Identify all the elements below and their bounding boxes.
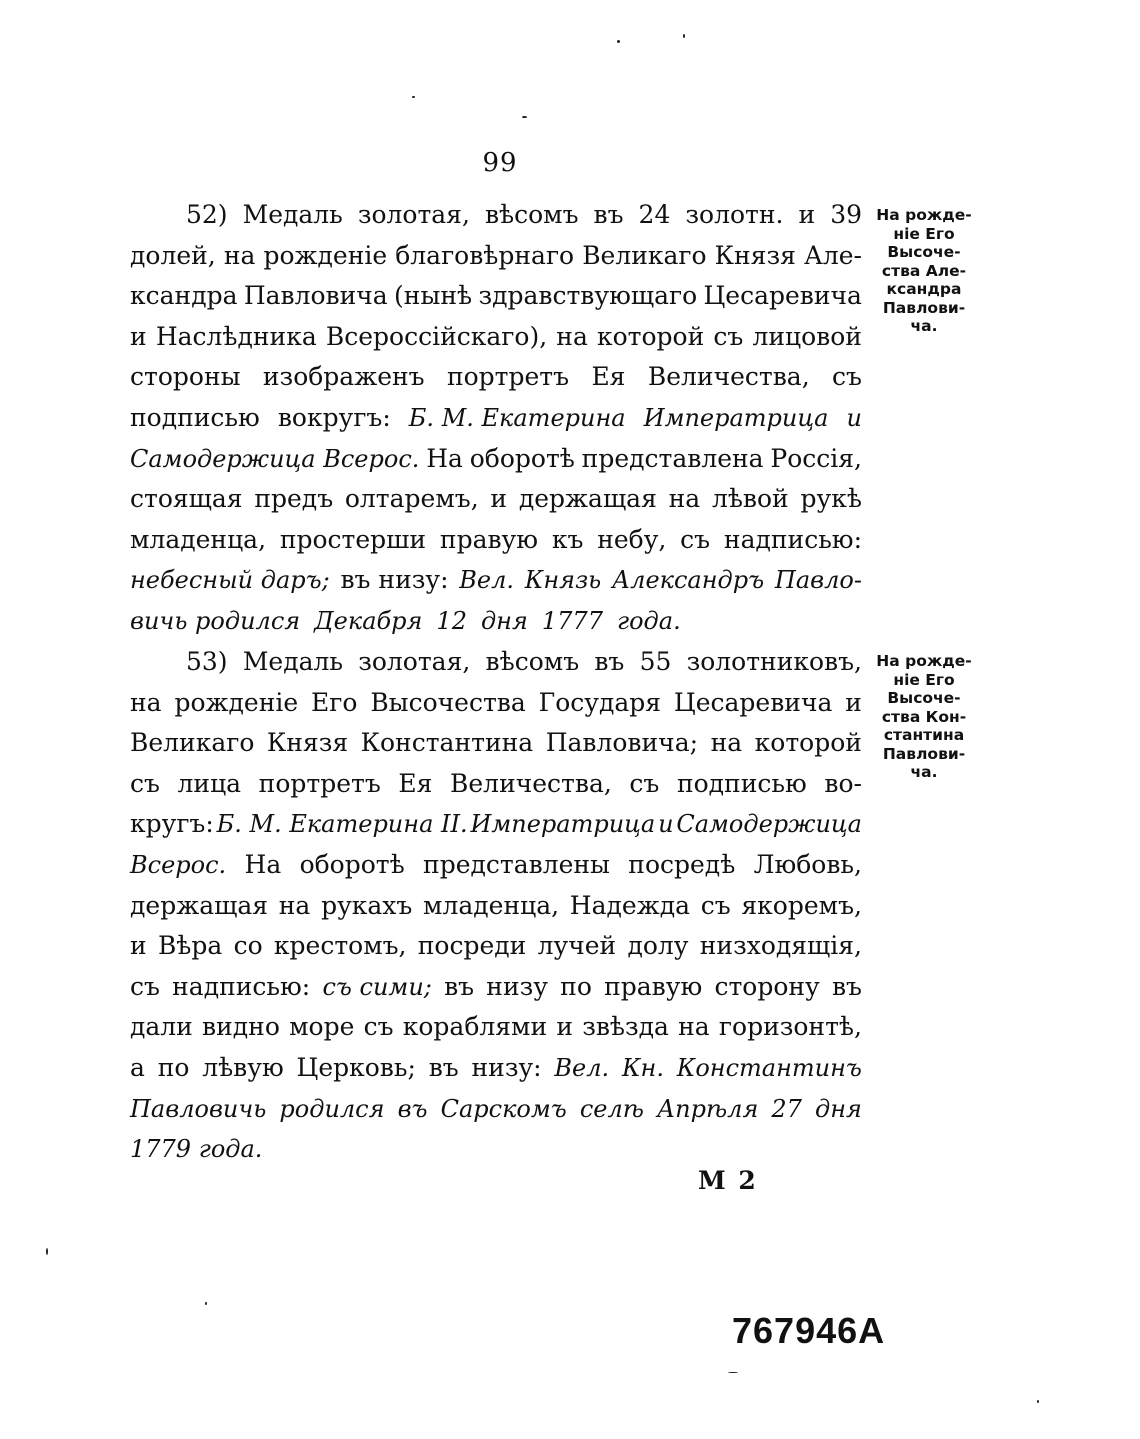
word: правую — [439, 524, 539, 554]
margin-note-line: ства Кон- — [881, 707, 967, 726]
text-line — [130, 1007, 862, 1048]
word: къ — [551, 524, 584, 554]
word: съ — [832, 362, 862, 392]
word: Князя — [266, 728, 349, 758]
scan-speck — [728, 1372, 738, 1373]
word: Всероссійскаго), — [325, 321, 548, 351]
word: олтаремъ, — [344, 484, 479, 514]
word: Павловича — [243, 281, 388, 311]
margin-note-line: Павлови- — [882, 744, 966, 763]
word: надписью: — [723, 524, 862, 554]
word: которой — [597, 321, 705, 351]
word: представлены — [423, 849, 610, 879]
word: крестомъ, — [273, 931, 407, 961]
word: и — [798, 200, 816, 229]
inscription-text: небесный даръ; — [130, 566, 330, 595]
inscription-text: Императрица — [643, 403, 829, 432]
word: Ея — [398, 768, 433, 798]
word: держащая — [130, 890, 269, 920]
word: портретъ — [446, 362, 570, 392]
word: на — [223, 240, 256, 270]
inscription-text: Павло- — [774, 566, 862, 595]
text-line — [130, 276, 862, 317]
margin-note-line: Павлови- — [882, 298, 966, 317]
inscription-text: Б. М. Екатерина II. — [216, 810, 468, 839]
word: Церковь; — [296, 1052, 416, 1082]
word: въ — [831, 971, 862, 1001]
inscription-text: года. — [616, 606, 681, 635]
word: въ — [594, 647, 625, 676]
margin-note-line: ства Але- — [881, 261, 967, 280]
word: 24 — [638, 200, 671, 229]
word: кругъ: — [130, 809, 214, 839]
word: въ — [444, 971, 475, 1001]
word: Медаль — [242, 647, 343, 676]
word: представлена — [581, 443, 764, 473]
text-line — [130, 560, 862, 601]
word: со — [233, 931, 263, 961]
margin-note-line: стантина — [883, 726, 965, 744]
word: стороны — [130, 362, 241, 392]
inscription-text: Александръ — [612, 566, 765, 595]
word: Ея — [591, 362, 626, 392]
text-line — [130, 236, 862, 277]
text-line — [130, 317, 862, 358]
word: Высочества — [370, 687, 526, 717]
text-line — [130, 967, 862, 1008]
text-line — [130, 1089, 862, 1130]
word: вѣсомъ — [484, 200, 579, 229]
inscription-text: Кн. — [621, 1053, 664, 1082]
word: въ — [593, 200, 624, 229]
inscription-text: вичь родился — [130, 606, 301, 635]
text-line — [130, 601, 862, 642]
text-line — [130, 1129, 862, 1170]
word: предъ — [254, 484, 334, 514]
text-line — [130, 357, 862, 398]
word: 39 — [830, 200, 862, 229]
word: младенца, — [423, 890, 560, 920]
word: на — [678, 1012, 710, 1042]
word: вѣсомъ — [485, 647, 580, 676]
word: Великаго — [582, 240, 707, 270]
word: лѣвой — [711, 484, 789, 514]
word: изображенъ — [262, 362, 425, 392]
word: сторону — [714, 971, 820, 1001]
word: Князя — [714, 240, 796, 270]
inscription-text: Декабря — [314, 606, 423, 635]
word: золотниковъ, — [686, 647, 862, 676]
word: портретъ — [258, 768, 381, 798]
margin-note-line: На рожде- — [876, 206, 972, 224]
word: дали — [130, 1012, 193, 1042]
word: въ — [428, 1052, 459, 1082]
word: лица — [177, 768, 242, 798]
word: Цесаревича — [703, 281, 862, 311]
page-number: 99 — [482, 148, 518, 178]
word: Константина — [360, 728, 534, 758]
margin-note-line: ніе Его — [893, 224, 955, 243]
inscription-text: Самодержица — [676, 810, 862, 839]
medal-entry-53 — [130, 642, 862, 1170]
text-line — [130, 195, 862, 236]
margin-note-line: Высоче- — [887, 689, 961, 707]
text-line — [130, 723, 862, 764]
word: по — [157, 1052, 190, 1082]
scan-speck — [617, 40, 620, 43]
signature-mark: М 2 — [698, 1166, 758, 1195]
word: съ — [363, 1012, 394, 1042]
word: Россія, — [770, 443, 862, 473]
word: лѣвую — [202, 1052, 284, 1082]
word: по — [560, 971, 592, 1001]
word: съ — [130, 971, 160, 1001]
text-line — [130, 642, 862, 683]
word: съ — [130, 768, 160, 798]
word: видно — [202, 1012, 280, 1042]
word: ксандра — [130, 281, 238, 311]
margin-note-line: ча. — [910, 763, 938, 781]
text-line — [130, 439, 862, 480]
text-line — [130, 1048, 862, 1089]
inscription-text: въ — [397, 1094, 428, 1123]
word: Величества, — [647, 362, 810, 392]
word: Величества, — [450, 768, 612, 798]
scan-speck — [412, 96, 415, 98]
margin-note-53 — [868, 652, 980, 782]
word: на — [668, 484, 701, 514]
word: Але- — [803, 240, 862, 270]
word: простерши — [279, 524, 427, 554]
word: младенца, — [130, 524, 267, 554]
word: Вѣра — [157, 931, 223, 961]
word: подписью — [676, 768, 807, 798]
margin-note-line: Высоче- — [887, 243, 961, 261]
word: Медаль — [242, 200, 343, 229]
word: вокругъ: — [277, 402, 391, 432]
word: 52) — [186, 200, 228, 229]
word: золотая, — [358, 647, 471, 676]
word: на — [710, 728, 743, 758]
inscription-text: 12 — [436, 606, 467, 635]
text-line — [130, 886, 862, 927]
word: низходящія, — [699, 931, 862, 961]
inscription-text: 1777 — [541, 606, 603, 635]
word: посреди — [417, 931, 527, 961]
inscription-text: и — [846, 403, 862, 432]
word: рукѣ — [800, 484, 862, 514]
word: посредѣ — [628, 849, 736, 879]
word: долей, — [130, 240, 216, 270]
inscription-text: съ сими; — [322, 972, 432, 1001]
word: якоремъ, — [741, 890, 862, 920]
word: кораблями — [402, 1012, 548, 1042]
inscription-text: и — [658, 810, 674, 839]
word: рожденіе — [263, 240, 388, 270]
word: съ — [700, 890, 731, 920]
word: лучей — [537, 931, 617, 961]
word: (нынѣ — [394, 281, 473, 311]
text-line — [130, 683, 862, 724]
word: золотн. — [685, 200, 784, 229]
inscription-text: Князь — [524, 566, 602, 595]
inscription-text: дня — [815, 1094, 862, 1123]
margin-note-52 — [868, 206, 980, 336]
word: На — [426, 443, 463, 473]
word: а — [130, 1052, 145, 1082]
word: звѣзда — [582, 1012, 669, 1042]
inscription-text: Сарскомъ — [440, 1094, 567, 1123]
inscription-text: дня — [480, 606, 528, 635]
margin-note-line: ча. — [910, 317, 938, 335]
inscription-text: Всерос. — [130, 850, 227, 879]
word: Надежда — [569, 890, 690, 920]
word: держащая — [518, 484, 657, 514]
word: небу, — [597, 524, 667, 554]
word: надписью: — [172, 971, 311, 1001]
word: Его — [311, 687, 358, 717]
text-line — [130, 845, 862, 886]
word: Наслѣдника — [155, 321, 317, 351]
word: долу — [627, 931, 689, 961]
text-line — [130, 398, 862, 439]
word: Великаго — [130, 728, 255, 758]
word: съ — [629, 768, 660, 798]
inscription-text: Императрица — [470, 810, 656, 839]
word: которой — [754, 728, 862, 758]
word: стоящая — [130, 484, 243, 514]
medal-entry-52 — [130, 195, 862, 642]
library-stamp: 767946А — [732, 1310, 886, 1351]
word: Государя — [538, 687, 662, 717]
margin-note-line: ксандра — [886, 280, 962, 298]
inscription-text: Б. М. Екатерина — [408, 403, 626, 432]
word: на — [278, 890, 311, 920]
word: море — [289, 1012, 355, 1042]
inscription-text: Павловичь — [130, 1094, 267, 1123]
word: золотая, — [357, 200, 470, 229]
text-line — [130, 926, 862, 967]
word: съ — [713, 321, 744, 351]
word: оборотѣ — [469, 443, 575, 473]
word: рукахъ — [321, 890, 413, 920]
text-line — [130, 764, 862, 805]
margin-note-line: ніе Его — [893, 670, 955, 689]
word: лицовой — [752, 321, 862, 351]
text-line — [130, 520, 862, 561]
inscription-text: Апрѣля — [657, 1094, 759, 1123]
scan-speck — [522, 116, 527, 118]
word: въ низу: — [340, 565, 449, 595]
word: 55 — [639, 647, 672, 676]
word: Любовь, — [753, 849, 862, 879]
word: подписью — [130, 402, 260, 432]
word: во- — [824, 768, 862, 798]
word: и — [130, 931, 147, 961]
word: 53) — [186, 647, 228, 676]
word: Павловича; — [545, 728, 699, 758]
word: На — [244, 849, 282, 879]
scan-speck — [683, 34, 685, 38]
inscription-text: Самодержица Всерос. — [130, 444, 420, 473]
inscription-text: Вел. — [459, 566, 515, 595]
word: и — [845, 687, 862, 717]
inscription-text: селѣ — [579, 1094, 644, 1123]
word: и — [556, 1012, 574, 1042]
scan-speck — [46, 1248, 48, 1255]
word: Цесаревича — [673, 687, 833, 717]
inscription-text: 27 — [771, 1094, 802, 1123]
word: благовѣрнаго — [395, 240, 575, 270]
word: рожденіе — [174, 687, 299, 717]
word: и — [130, 321, 147, 351]
inscription-text: родился — [279, 1094, 385, 1123]
word: правую — [604, 971, 703, 1001]
word: низу — [486, 971, 548, 1001]
word: низу: — [471, 1052, 542, 1082]
margin-note-line: На рожде- — [876, 652, 972, 670]
word: съ — [680, 524, 711, 554]
inscription-text: 1779 года. — [130, 1135, 263, 1164]
word: здравствующаго — [478, 281, 698, 311]
word: оборотѣ — [299, 849, 405, 879]
word: на — [556, 321, 588, 351]
word: и — [490, 484, 508, 514]
scan-speck — [1037, 1400, 1039, 1403]
text-line — [130, 479, 862, 520]
inscription-text: Константинъ — [676, 1053, 862, 1082]
word: горизонтѣ, — [718, 1012, 862, 1042]
scan-speck — [205, 1302, 207, 1305]
inscription-text: Вел. — [554, 1053, 610, 1082]
text-line — [130, 804, 862, 845]
word: на — [130, 687, 162, 717]
